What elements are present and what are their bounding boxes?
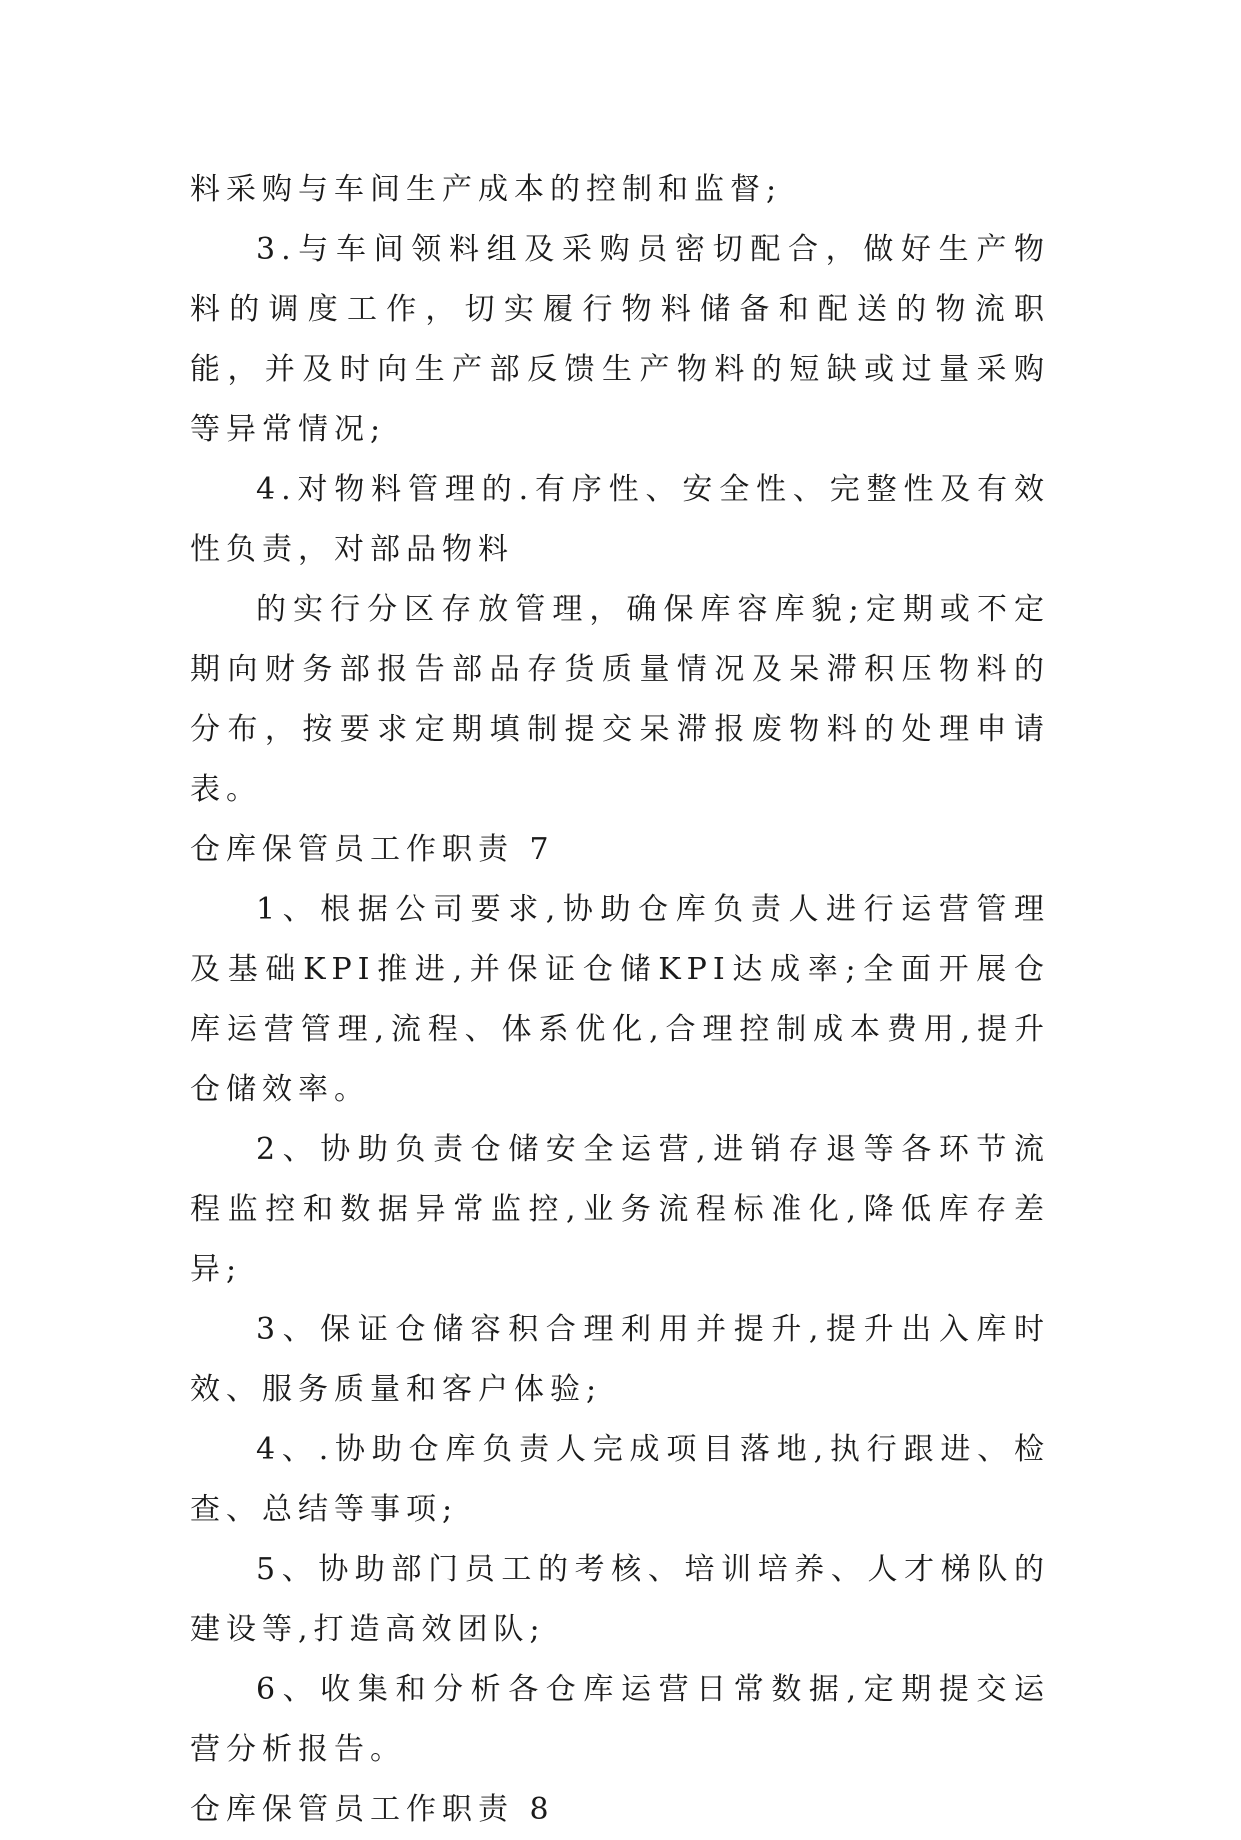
paragraph: 料采购与车间生产成本的控制和监督; — [190, 172, 783, 207]
section-heading: 仓库保管员工作职责 7 — [190, 832, 555, 867]
paragraph: 4.对物料管理的.有序性、安全性、完整性及有效性负责，对部品物料 — [190, 472, 1050, 567]
paragraph: 6、收集和分析各仓库运营日常数据,定期提交运营分析报告。 — [190, 1672, 1050, 1767]
paragraph: 3.与车间领料组及采购员密切配合，做好生产物料的调度工作，切实履行物料储备和配送的物流职能，并及时向生产部反馈生产物料的短缺或过量采购等异常情况; — [190, 232, 1050, 447]
paragraph: 5、协助部门员工的考核、培训培养、人才梯队的建设等,打造高效团队; — [190, 1552, 1050, 1647]
paragraph: 的实行分区存放管理，确保库容库貌;定期或不定期向财务部报告部品存货质量情况及呆滞积压物料的分布，按要求定期填制提交呆滞报废物料的处理申请表。 — [190, 592, 1050, 807]
section-heading: 仓库保管员工作职责 8 — [190, 1792, 555, 1827]
paragraph: 4、.协助仓库负责人完成项目落地,执行跟进、检查、总结等事项; — [190, 1432, 1050, 1527]
paragraph: 1、根据公司要求,协助仓库负责人进行运营管理及基础KPI推进,并保证仓储KPI达成率;全面开展仓库运营管理,流程、体系优化,合理控制成本费用,提升仓储效率。 — [190, 892, 1050, 1107]
document-body — [190, 160, 1050, 1840]
paragraph: 2、协助负责仓储安全运营,进销存退等各环节流程监控和数据异常监控,业务流程标准化,降低库存差异; — [190, 1132, 1050, 1287]
paragraph: 3、保证仓储容积合理利用并提升,提升出入库时效、服务质量和客户体验; — [190, 1312, 1050, 1407]
